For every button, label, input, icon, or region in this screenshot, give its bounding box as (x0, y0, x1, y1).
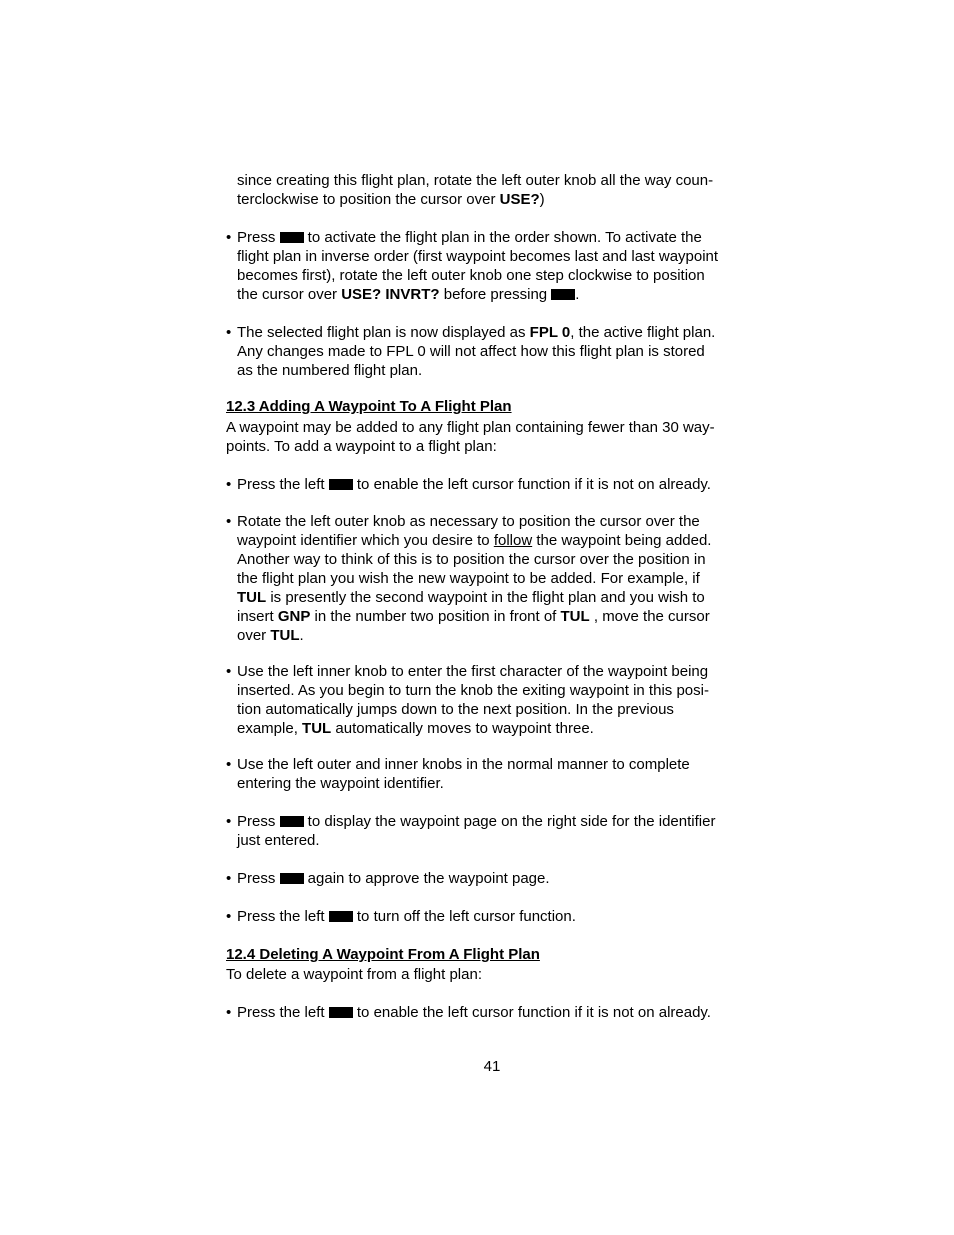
text-line (237, 569, 711, 588)
text-line (226, 437, 715, 456)
text-line (237, 662, 709, 681)
text: Press the left (237, 1004, 329, 1021)
text: automatically moves to waypoint three. (331, 720, 594, 737)
text-line (237, 190, 713, 209)
use-invrt-option: USE? INVRT? (341, 286, 440, 303)
bullet-item-outer-inner-knobs (237, 755, 690, 793)
text: to activate the flight plan in the order shown. To activate the (303, 229, 702, 246)
text: , move the cursor (589, 608, 710, 625)
text-line (237, 719, 709, 738)
text: To delete a waypoint from a flight plan: (226, 966, 482, 983)
text: to display the waypoint page on the right side for the identifier (303, 813, 716, 830)
text-line (237, 626, 711, 645)
text: before pressing (439, 286, 552, 303)
bullet-item-enable-cursor (237, 475, 711, 494)
text: to enable the left cursor function if it is not on already. (352, 1004, 711, 1021)
text: example, (237, 720, 303, 737)
text-line (237, 831, 715, 850)
text: the waypoint being added. (532, 532, 712, 549)
text-line (237, 342, 715, 361)
bullet-marker: • (226, 476, 232, 493)
text: terclockwise to position the cursor over (237, 191, 500, 208)
text: ) (539, 191, 545, 208)
text: Press the left (237, 908, 329, 925)
bullet-item-enable-cursor-delete (237, 1003, 711, 1022)
text-line (237, 228, 718, 247)
key-button-icon (280, 232, 304, 243)
section-12-3 (226, 397, 715, 456)
text: in the number two position in front of (310, 608, 561, 625)
text: Use the left inner knob to enter the first character of the waypoint being (237, 663, 709, 680)
text: , the active flight plan. (570, 324, 716, 341)
text: The selected flight plan is now displayed as (237, 324, 530, 341)
text-line (237, 247, 718, 266)
key-button-icon (329, 1007, 353, 1018)
continuation-paragraph (237, 171, 713, 209)
text: becomes first), rotate the left outer knob one step clockwise to position (237, 267, 705, 284)
text: the cursor over (237, 286, 342, 303)
text: over (237, 627, 271, 644)
text-line (237, 588, 711, 607)
key-button-icon (280, 816, 304, 827)
text-line (237, 869, 550, 888)
text: Press (237, 229, 280, 246)
text-line (237, 171, 713, 190)
text: to turn off the left cursor function. (352, 908, 576, 925)
use-option: USE? (499, 191, 540, 208)
text-line (237, 755, 690, 774)
text: to enable the left cursor function if it is not on already. (352, 476, 711, 493)
bullet-marker: • (226, 813, 232, 830)
waypoint-id: TUL (237, 589, 267, 606)
waypoint-id: TUL (560, 608, 590, 625)
text: points. To add a waypoint to a flight plan: (226, 438, 497, 455)
section-heading: 12.3 Adding A Waypoint To A Flight Plan (226, 398, 512, 415)
text: the flight plan you wish the new waypoint to be added. For example, if (237, 570, 700, 587)
text: as the numbered flight plan. (237, 362, 423, 379)
text-line (237, 531, 711, 550)
bullet-marker: • (226, 513, 232, 530)
bullet-marker: • (226, 663, 232, 680)
text: Rotate the left outer knob as necessary to position the cursor over the (237, 513, 700, 530)
key-button-icon (329, 911, 353, 922)
bullet-marker: • (226, 756, 232, 773)
waypoint-id: TUL (302, 720, 332, 737)
text: . (575, 286, 580, 303)
text: Press (237, 870, 280, 887)
text: Use the left outer and inner knobs in the normal manner to complete (237, 756, 690, 773)
text: Another way to think of this is to position the cursor over the position in (237, 551, 706, 568)
waypoint-id: GNP (277, 608, 311, 625)
bullet-marker: • (226, 1004, 232, 1021)
text-line (237, 607, 711, 626)
bullet-item-activate (237, 228, 718, 304)
text: inserted. As you begin to turn the knob the exiting waypoint in this posi- (237, 682, 709, 699)
key-button-icon (280, 873, 304, 884)
text: flight plan in inverse order (first waypoint becomes last and last waypoint (237, 248, 719, 265)
text-line (237, 681, 709, 700)
bullet-item-approve-waypoint (237, 869, 550, 888)
text-line (226, 965, 540, 984)
text: just entered. (237, 832, 320, 849)
page-number: 41 (483, 1058, 501, 1075)
text-line (237, 323, 715, 342)
waypoint-id: TUL (270, 627, 300, 644)
text-line (237, 774, 690, 793)
bullet-item-rotate-knob (237, 512, 711, 645)
bullet-marker: • (226, 229, 232, 246)
text: Any changes made to FPL 0 will not affect how this flight plan is stored (237, 343, 705, 360)
key-button-icon (329, 479, 353, 490)
text-line (237, 475, 711, 494)
text-line (237, 361, 715, 380)
text: A waypoint may be added to any flight plan containing fewer than 30 way- (226, 419, 715, 436)
text-line (237, 1003, 711, 1022)
bullet-marker: • (226, 908, 232, 925)
text: insert (237, 608, 278, 625)
key-button-icon (551, 289, 575, 300)
text: again to approve the waypoint page. (303, 870, 550, 887)
text: . (299, 627, 304, 644)
text: tion automatically jumps down to the next position. In the previous (237, 701, 674, 718)
fpl-0-label: FPL 0 (529, 324, 571, 341)
bullet-item-fpl0 (237, 323, 715, 380)
bullet-item-inner-knob (237, 662, 709, 738)
bullet-item-turn-off-cursor (237, 907, 576, 926)
text: entering the waypoint identifier. (237, 775, 444, 792)
section-12-4 (226, 945, 540, 984)
text: since creating this flight plan, rotate the left outer knob all the way coun- (237, 172, 714, 189)
text-line (237, 700, 709, 719)
bullet-marker: • (226, 324, 232, 341)
text-line (237, 266, 718, 285)
section-heading: 12.4 Deleting A Waypoint From A Flight Plan (226, 946, 540, 963)
text-line (237, 550, 711, 569)
text: is presently the second waypoint in the flight plan and you wish to (266, 589, 705, 606)
text-line (237, 512, 711, 531)
text-line (237, 907, 576, 926)
text-line (237, 285, 718, 304)
bullet-marker: • (226, 870, 232, 887)
text-line (237, 812, 715, 831)
text: Press (237, 813, 280, 830)
bullet-item-display-waypoint (237, 812, 715, 850)
text: Press the left (237, 476, 329, 493)
text: waypoint identifier which you desire to (237, 532, 494, 549)
text-line (226, 418, 715, 437)
underlined-word: follow (493, 532, 533, 549)
